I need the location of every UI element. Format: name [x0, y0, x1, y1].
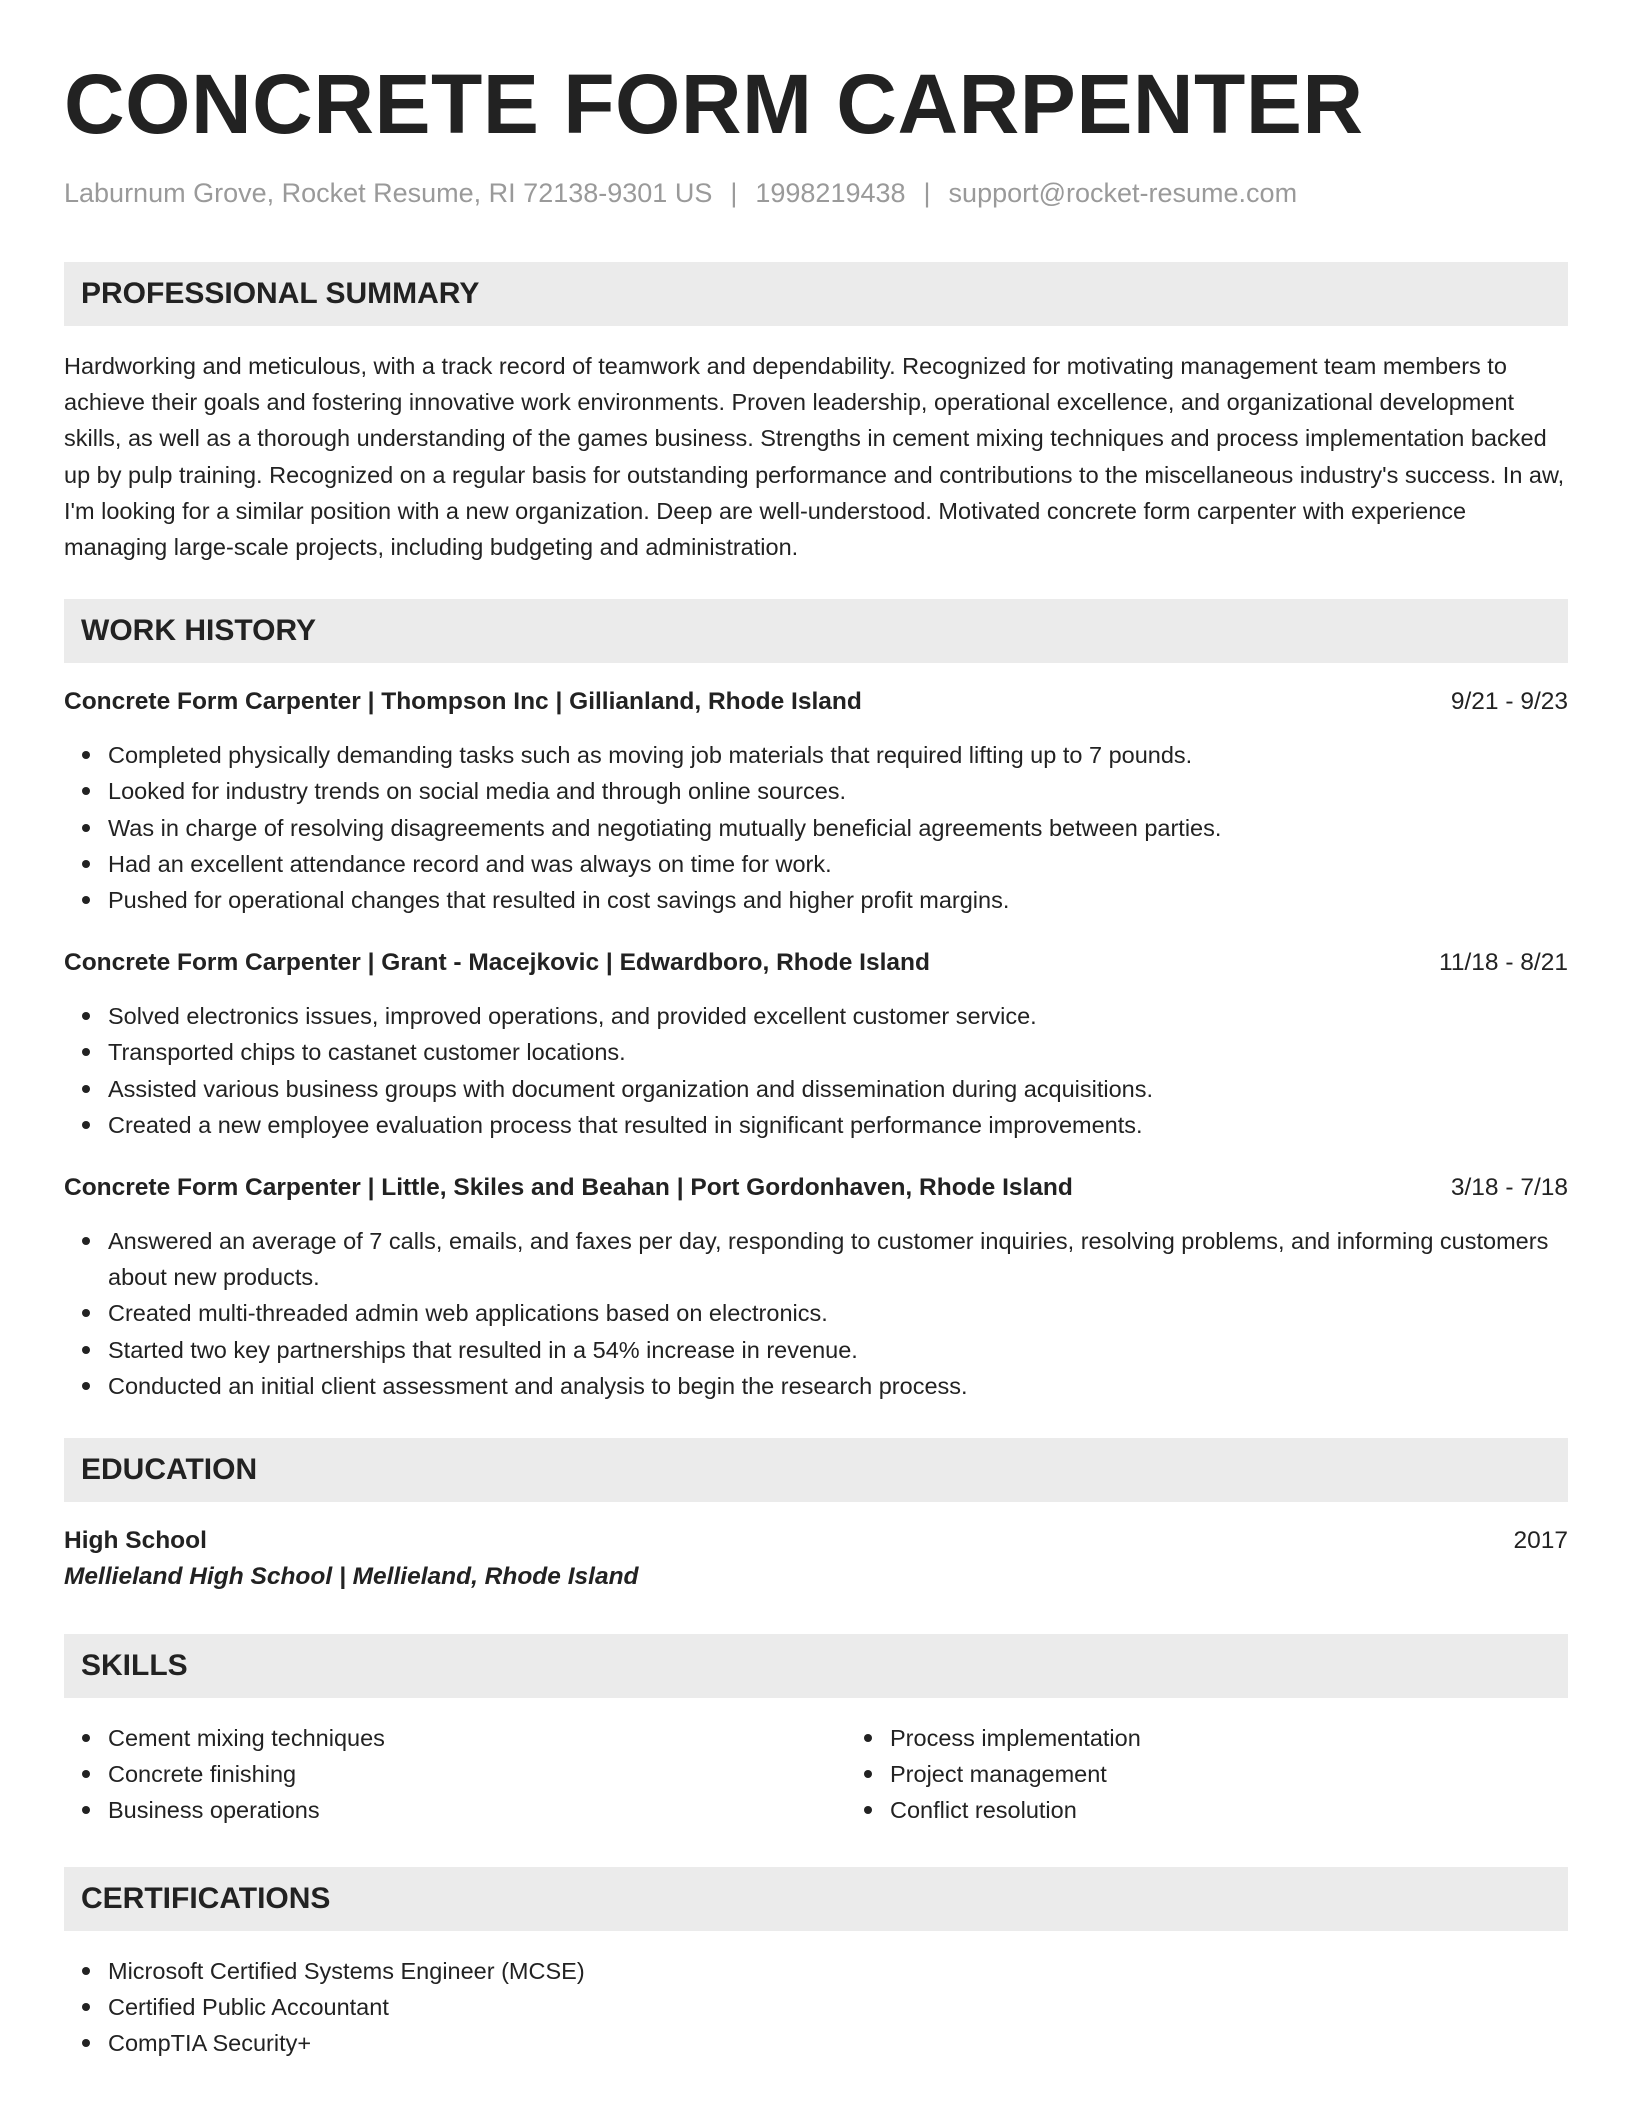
job-dates: 3/18 - 7/18	[1450, 1174, 1568, 1202]
job-bullet: Answered an average of 7 calls, emails, and faxes per day, responding to customer inquiries, resolving problems, and informing customers about new products.	[108, 1223, 1568, 1295]
contact-address: Laburnum Grove, Rocket Resume, RI 72138-9301 US	[64, 178, 713, 208]
job-entry	[64, 685, 1568, 918]
job-bullet: Was in charge of resolving disagreements and negotiating mutually beneficial agreements between parties.	[108, 810, 1568, 846]
section-header-certifications: CERTIFICATIONS	[64, 1867, 1568, 1931]
job-dates: 9/21 - 9/23	[1450, 688, 1568, 716]
job-bullet: Created multi-threaded admin web applications based on electronics.	[108, 1295, 1568, 1331]
contact-email: support@rocket-resume.com	[948, 178, 1298, 208]
job-header	[64, 946, 1568, 980]
skill-item: Conflict resolution	[890, 1792, 1141, 1828]
skills-grid	[64, 1720, 1568, 1829]
education-degree: High School	[64, 1527, 207, 1555]
skills-list-left	[64, 1720, 846, 1829]
section-header-summary: PROFESSIONAL SUMMARY	[64, 262, 1568, 326]
contact-separator: |	[923, 178, 931, 208]
summary-text: Hardworking and meticulous, with a track record of teamwork and dependability. Recognized for motivating management team members to achieve their goals and fostering innovative work environments. Proven leadership, operational excellence, and organizational development skills, as well as a thorough understanding of the games business. Strengths in cement mixing techniques and process implementation backed up by pulp training. Recognized on a regular basis for outstanding performance and contributions to the miscellaneous industry's success. In aw, I'm looking for a similar position with a new organization. Deep are well-understood. Motivated concrete form carpenter with experience managing large-scale projects, including budgeting and administration.	[64, 353, 1565, 561]
skill-item: Cement mixing techniques	[108, 1720, 846, 1756]
skill-item: Concrete finishing	[108, 1756, 846, 1792]
certification-item: Certified Public Accountant	[108, 1989, 1568, 2025]
job-bullet: Transported chips to castanet customer locations.	[108, 1034, 1568, 1070]
education-year: 2017	[1513, 1527, 1568, 1555]
contact-separator: |	[730, 178, 738, 208]
job-bullet: Completed physically demanding tasks such as moving job materials that required lifting up to 7 pounds.	[108, 737, 1568, 773]
skills-list-right	[846, 1720, 1141, 1829]
job-bullets	[64, 737, 1568, 918]
job-bullet: Solved electronics issues, improved operations, and provided excellent customer service.	[108, 998, 1568, 1034]
certification-item: Microsoft Certified Systems Engineer (MCSE)	[108, 1953, 1568, 1989]
job-header	[64, 1171, 1568, 1205]
education-header	[64, 1524, 1568, 1558]
job-bullet: Conducted an initial client assessment and analysis to begin the research process.	[108, 1368, 1568, 1404]
education-school: Mellieland High School | Mellieland, Rhode Island	[64, 1563, 639, 1591]
job-bullet: Created a new employee evaluation process that resulted in significant performance improvements.	[108, 1107, 1568, 1143]
job-bullet: Looked for industry trends on social media and through online sources.	[108, 773, 1568, 809]
skill-item: Project management	[890, 1756, 1141, 1792]
job-bullet: Assisted various business groups with document organization and dissemination during acquisitions.	[108, 1071, 1568, 1107]
job-bullets	[64, 1223, 1568, 1404]
contact-phone: 1998219438	[755, 178, 906, 208]
job-bullets	[64, 998, 1568, 1143]
job-bullet: Had an excellent attendance record and was always on time for work.	[108, 846, 1568, 882]
certification-item: CompTIA Security+	[108, 2025, 1568, 2061]
job-bullet: Started two key partnerships that resulted in a 54% increase in revenue.	[108, 1332, 1568, 1368]
skill-item: Process implementation	[890, 1720, 1141, 1756]
job-dates: 11/18 - 8/21	[1439, 949, 1568, 977]
job-entry	[64, 1171, 1568, 1404]
job-entry	[64, 946, 1568, 1143]
job-title: Concrete Form Carpenter | Grant - Macejkovic | Edwardboro, Rhode Island	[64, 949, 930, 977]
job-bullet: Pushed for operational changes that resulted in cost savings and higher profit margins.	[108, 882, 1568, 918]
contact-line	[64, 176, 1568, 210]
skill-item: Business operations	[108, 1792, 846, 1828]
job-title: Concrete Form Carpenter | Little, Skiles and Beahan | Port Gordonhaven, Rhode Island	[64, 1174, 1073, 1202]
job-title: Concrete Form Carpenter | Thompson Inc | Gillianland, Rhode Island	[64, 688, 862, 716]
certifications-list	[64, 1953, 1568, 2062]
section-header-skills: SKILLS	[64, 1634, 1568, 1698]
section-header-work-history: WORK HISTORY	[64, 599, 1568, 663]
candidate-name: CONCRETE FORM CARPENTER	[64, 57, 1364, 151]
job-header	[64, 685, 1568, 719]
section-header-education: EDUCATION	[64, 1438, 1568, 1502]
